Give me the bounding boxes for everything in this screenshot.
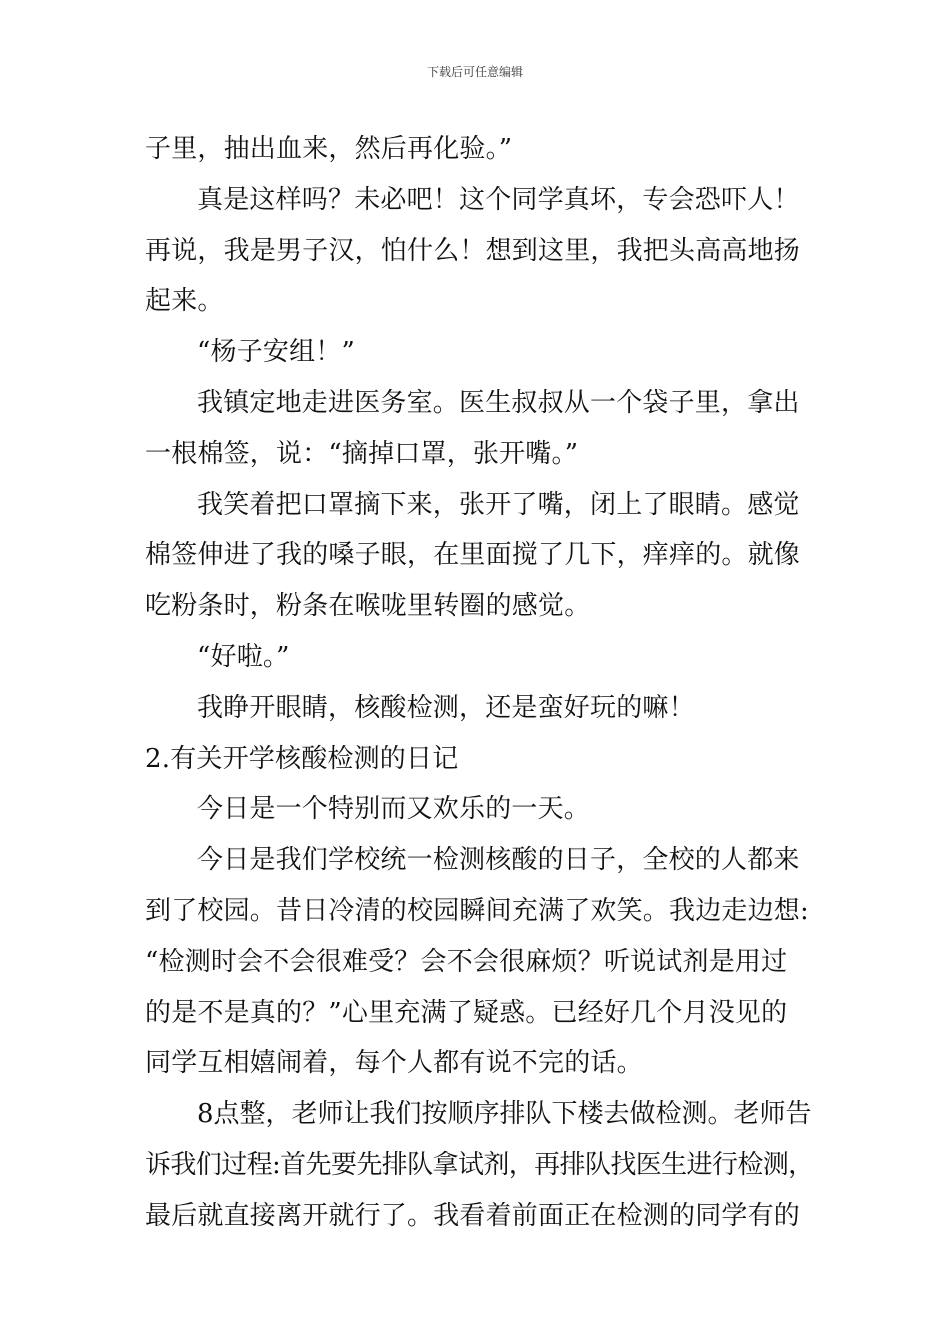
text-line: “检测时会不会很难受？会不会很麻烦？听说试剂是用过: [145, 946, 788, 977]
text-line: 今日是一个特别而又欢乐的一天。: [197, 794, 591, 825]
text-line: 最后就直接离开就行了。我看着前面正在检测的同学有的: [145, 1200, 801, 1231]
text-line: 到了校园。昔日冷清的校园瞬间充满了欢笑。我边走边想:: [145, 895, 809, 926]
text-line: 今日是我们学校统一检测核酸的日子，全校的人都来: [197, 845, 800, 876]
text-line: 诉我们过程:首先要先排队拿试剂，再排队找医生进行检测，: [145, 1149, 814, 1180]
section-heading: 2.有关开学核酸检测的日记: [145, 743, 459, 774]
page-header: 下载后可任意编辑: [426, 65, 523, 79]
text-line: 子里，抽出血来，然后再化验。”: [145, 134, 513, 164]
text-line: 吃粉条时，粉条在喉咙里转圈的感觉。: [145, 591, 591, 622]
text-line: 8点整，老师让我们按顺序排队下楼去做检测。老师告: [197, 1099, 812, 1130]
text-line: 我镇定地走进医务室。医生叔叔从一个袋子里，拿出: [197, 387, 800, 418]
text-line: 的是不是真的？”心里充满了疑惑。已经好几个月没见的: [145, 997, 788, 1028]
text-line: 真是这样吗？未必吧！这个同学真坏，专会恐吓人！: [197, 184, 800, 215]
text-line: 一根棉签，说：“摘掉口罩，张开嘴。”: [145, 438, 579, 469]
text-line: “好啦。”: [197, 641, 290, 672]
document-body: [145, 124, 815, 1242]
text-line: 同学互相嬉闹着，每个人都有说不完的话。: [145, 1048, 643, 1079]
text-line: 我睁开眼睛，核酸检测，还是蛮好玩的嘛！: [197, 692, 695, 723]
text-line: 我笑着把口罩摘下来，张开了嘴，闭上了眼睛。感觉: [197, 489, 800, 520]
text-line: 再说，我是男子汉，怕什么！想到这里，我把头高高地扬: [145, 235, 801, 266]
text-line: 棉签伸进了我的嗓子眼，在里面搅了几下，痒痒的。就像: [145, 540, 801, 571]
text-line: 起来。: [145, 286, 224, 317]
text-line: “杨子安组！”: [197, 337, 355, 368]
